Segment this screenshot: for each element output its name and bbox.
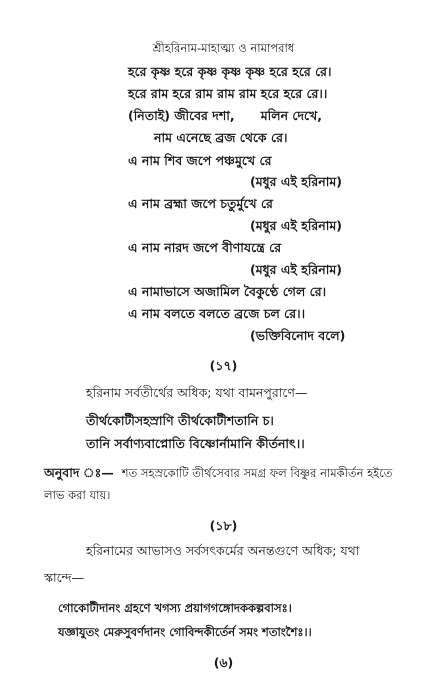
section-number: (১৮) (209, 518, 238, 533)
translation-continuation: লাভ করা যায়। (44, 488, 111, 502)
kirtan-line: এ নাম ব্রহ্মা জপে চতুর্মুখে রে (128, 196, 273, 211)
kirtan-line: এ নাম নারদ জপে বীণাযন্ত্রে রে (128, 240, 282, 255)
kirtan-line: এ নামাভাসে অজামিল বৈকুণ্ঠে গেল রে। (128, 284, 327, 299)
sanskrit-verse-line: যজ্ঞাযুতং মেরুসুবর্ণদানং গোবিন্দকীর্তের্ন সমং শতাংশৈঃ।। (58, 625, 312, 639)
kirtan-refrain: (মধুর এই হরিনাম) (250, 174, 343, 189)
section-intro: হরিনামের আভাসও সর্বসৎকর্মের অনন্তগুণে অধিক; যথা (86, 543, 360, 558)
sanskrit-verse-line: তানি সর্বাণ্যবাপ্নোতি বিষ্ণোর্নামানি কীর্তনাৎ।। (86, 436, 305, 451)
sanskrit-verse-line: তীর্থকোটীসহস্রাণি তীর্থকোটীশতানি চ। (86, 413, 274, 428)
kirtan-signature: (ভক্তিবিনোদ বলে) (250, 328, 346, 343)
running-header: শ্রীহরিনাম-মাহাত্ম্য ও নামাপরাধ (152, 41, 295, 55)
kirtan-refrain: (মধুর এই হরিনাম) (250, 262, 343, 277)
kirtan-refrain: (মধুর এই হরিনাম) (250, 218, 343, 233)
kirtan-line: (নিতাই) জীবের দশা, মলিন দেখে, (128, 108, 322, 123)
section-intro-continuation: স্কান্দে— (44, 570, 85, 585)
translation-text: শত সহস্রকোটি তীর্থসেবার সমগ্র ফল বিষ্ণুর নামকীর্তন হইতে (121, 466, 393, 480)
kirtan-line: হরে রাম হরে রাম রাম রাম হরে হরে রে।। (128, 86, 328, 101)
kirtan-line: হরে কৃষ্ণ হরে কৃষ্ণ কৃষ্ণ কৃষ্ণ হরে হরে রে। (128, 64, 332, 79)
kirtan-line: এ নাম শিব জপে পঞ্চমুখে রে (128, 153, 272, 168)
section-number: (১৭) (209, 358, 238, 373)
translation-line (44, 465, 392, 481)
kirtan-line: এ নাম বলতে বলতে ব্রজে চল রে।। (128, 306, 306, 321)
section-intro: হরিনাম সর্বতীর্থের অধিক; যথা বামনপুরাণে— (86, 385, 308, 400)
sanskrit-verse-line: গোকোটীদানং গ্রহণে খগস্য প্রয়াগগঙ্গোদককল্পবাসঃ। (58, 601, 292, 615)
kirtan-line: নাম এনেছে ব্রজ থেকে রে। (154, 130, 288, 145)
translation-label: অনুবাদ ঃ— (44, 465, 114, 480)
page-number: (৬) (213, 655, 234, 670)
